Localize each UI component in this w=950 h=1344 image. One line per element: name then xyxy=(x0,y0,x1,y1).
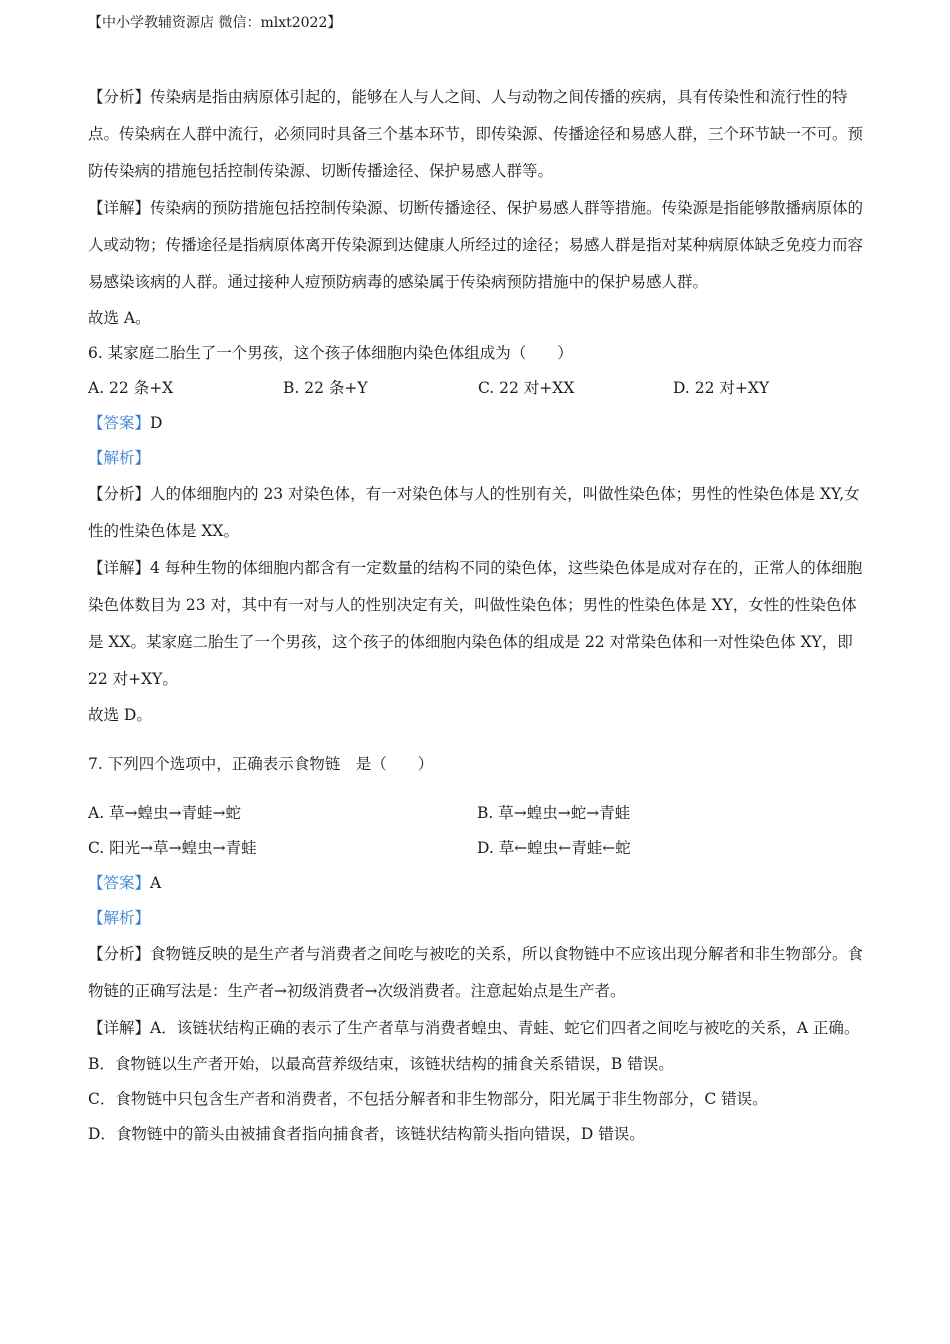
q7-options-row1 xyxy=(88,796,868,831)
q7-detail-a: 【详解】A．该链状结构正确的表示了生产者草与消费者蝗虫、青蛙、蛇它们四者之间吃与被吃的关系，A 正确。 xyxy=(88,1019,860,1037)
q7-detail-c: C．食物链中只包含生产者和消费者，不包括分解者和非生物部分，阳光属于非生物部分，C 错误。 xyxy=(88,1090,768,1108)
q6-answer: 【答案】D xyxy=(88,414,163,432)
q6-analysis: 【分析】人的体细胞内的 23 对染色体，有一对染色体与人的性别有关，叫做性染色体；男性的性染色体是 XY,女性的性染色体是 XX。 xyxy=(88,485,860,540)
q7-option-b: B. 草→蝗虫→蛇→青蛙 xyxy=(477,804,631,822)
q7-options-row2 xyxy=(88,831,868,866)
document-body xyxy=(88,79,868,1152)
q5-conclusion: 故选 A。 xyxy=(88,309,151,327)
q7-analysis: 【分析】食物链反映的是生产者与消费者之间吃与被吃的关系，所以食物链中不应该出现分解者和非生物部分。食物链的正确写法是：生产者→初级消费者→次级消费者。注意起始点是生产者。 xyxy=(88,945,864,1000)
q6-option-b: B. 22 条+Y xyxy=(283,379,368,397)
q5-analysis: 【分析】传染病是指由病原体引起的，能够在人与人之间、人与动物之间传播的疾病，具有传染性和流行性的特点。传染病在人群中流行，必须同时具备三个基本环节，即传染源、传播途径和易感人群，三个环节缺一不可。预防传染病的措施包括控制传染源、切断传播途径、保护易感人群等。 xyxy=(88,88,864,180)
q7-answer: 【答案】A xyxy=(88,874,162,892)
q7-detail-b: B．食物链以生产者开始，以最高营养级结束，该链状结构的捕食关系错误，B 错误。 xyxy=(88,1055,674,1073)
q6-jiexi-label: 【解析】 xyxy=(88,449,151,467)
q6-options xyxy=(88,371,868,406)
q6-conclusion: 故选 D。 xyxy=(88,706,152,724)
q7-option-c: C. 阳光→草→蝗虫→青蛙 xyxy=(88,839,257,857)
q7-option-d: D. 草←蝗虫←青蛙←蛇 xyxy=(477,839,631,857)
q5-detail: 【详解】传染病的预防措施包括控制传染源、切断传播途径、保护易感人群等措施。传染源是指能够散播病原体的人或动物；传播途径是指病原体离开传染源到达健康人所经过的途径；易感人群是指对某种病原体缺乏免疫力而容易感染该病的人群。通过接种人痘预防病毒的感染属于传染病预防措施中的保护易感人群。 xyxy=(88,199,864,291)
q6-option-c: C. 22 对+XX xyxy=(478,379,575,397)
q6-detail: 【详解】4 每种生物的体细胞内都含有一定数量的结构不同的染色体，这些染色体是成对存在的，正常人的体细胞染色体数目为 23 对，其中有一对与人的性别决定有关，叫做性染色体；男性的性染色体是 XY，女性的性染色体是 XX。某家庭二胎生了一个男孩，这个孩子的体细胞内染色体的组成是 22 对常染色体和一对性染色体 XY，即 22 对+XY。 xyxy=(88,559,863,688)
q7-detail-d: D．食物链中的箭头由被捕食者指向捕食者，该链状结构箭头指向错误，D 错误。 xyxy=(88,1125,645,1143)
q7-jiexi-label: 【解析】 xyxy=(88,909,151,927)
page-header: 【中小学教辅资源店 微信：mlxt2022】 xyxy=(88,15,342,31)
q7-stem: 7. 下列四个选项中，正确表示食物链 是（ ） xyxy=(88,755,434,773)
q6-stem: 6. 某家庭二胎生了一个男孩，这个孩子体细胞内染色体组成为（ ） xyxy=(88,344,573,362)
q7-option-a: A. 草→蝗虫→青蛙→蛇 xyxy=(88,804,242,822)
q6-option-d: D. 22 对+XY xyxy=(673,379,770,397)
q6-option-a: A. 22 条+X xyxy=(88,379,174,397)
